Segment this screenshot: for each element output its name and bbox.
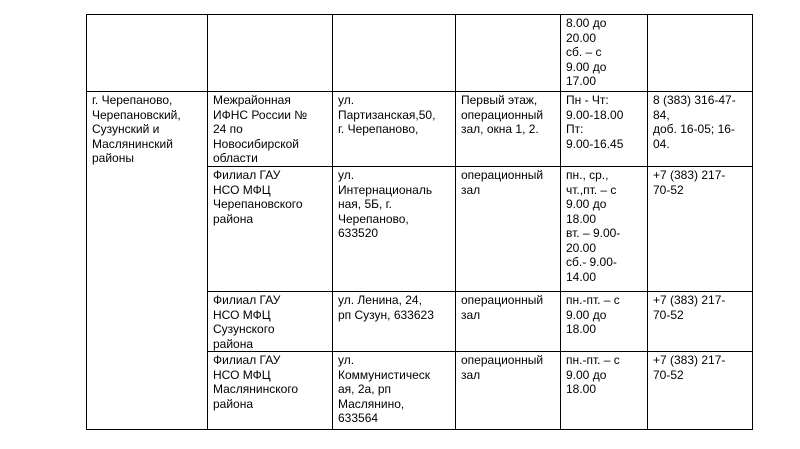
office-cell xyxy=(208,15,333,92)
address-cell xyxy=(333,15,456,92)
hours-cell: пн.-пт. – с 9.00 до 18.00 xyxy=(561,352,648,430)
location-cell: операционный зал xyxy=(456,352,561,430)
address-cell: ул. Коммунистическ ая, 2а, рп Маслянино, 633564 xyxy=(333,352,456,430)
phone-cell: +7 (383) 217- 70-52 xyxy=(648,292,753,352)
address-cell: ул. Ленина, 24, рп Сузун, 633623 xyxy=(333,292,456,352)
location-cell xyxy=(456,15,561,92)
district-cell xyxy=(87,15,208,92)
phone-cell: 8 (383) 316-47- 84, доб. 16-05; 16- 04. xyxy=(648,92,753,167)
office-cell: Филиал ГАУ НСО МФЦ Маслянинского района xyxy=(208,352,333,430)
office-cell: Межрайонная ИФНС России № 24 по Новосибирской области xyxy=(208,92,333,167)
location-cell: Первый этаж, операционный зал, окна 1, 2. xyxy=(456,92,561,167)
phone-cell xyxy=(648,15,753,92)
location-cell: операционный зал xyxy=(456,167,561,292)
office-cell: Филиал ГАУ НСО МФЦ Черепановского района xyxy=(208,167,333,292)
address-cell: ул. Партизанская,50, г. Черепаново, xyxy=(333,92,456,167)
table-row xyxy=(87,92,753,167)
location-cell: операционный зал xyxy=(456,292,561,352)
office-cell: Филиал ГАУ НСО МФЦ Сузунского района xyxy=(208,292,333,352)
offices-table xyxy=(86,14,753,430)
address-cell: ул. Интернациональ ная, 5Б, г. Черепаново, 633520 xyxy=(333,167,456,292)
phone-cell: +7 (383) 217- 70-52 xyxy=(648,167,753,292)
hours-cell: пн.-пт. – с 9.00 до 18.00 xyxy=(561,292,648,352)
hours-cell: Пн - Чт: 9.00-18.00 Пт: 9.00-16.45 xyxy=(561,92,648,167)
table-row xyxy=(87,15,753,92)
phone-cell: +7 (383) 217- 70-52 xyxy=(648,352,753,430)
hours-cell: 8.00 до 20.00 сб. – с 9.00 до 17.00 xyxy=(561,15,648,92)
hours-cell: пн., ср., чт.,пт. – с 9.00 до 18.00 вт. – 9.00- 20.00 сб.- 9.00- 14.00 xyxy=(561,167,648,292)
district-cell: г. Черепаново, Черепановский, Сузунский и Маслянинский районы xyxy=(87,92,208,430)
